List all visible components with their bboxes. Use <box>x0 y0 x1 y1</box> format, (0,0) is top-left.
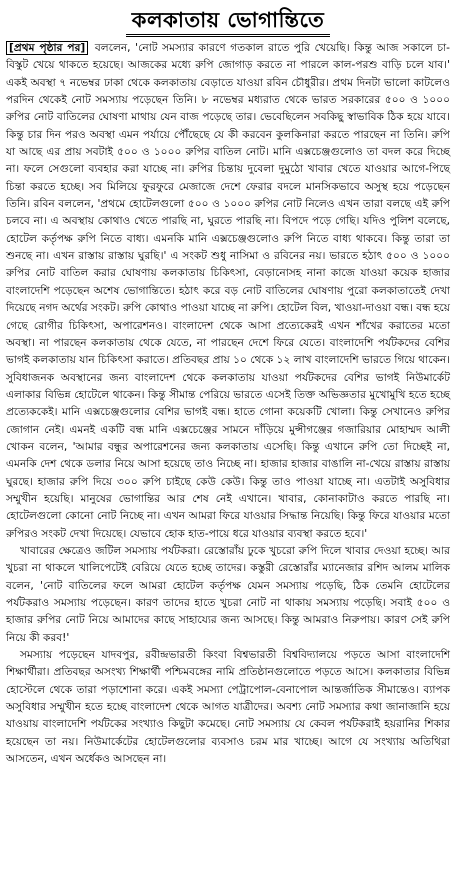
article-paragraph-3: সমস্যায় পড়েছেন যাদবপুর, রবীন্দ্রভারতী কিংবা বিশ্বভারতী বিশ্ববিদ্যালয়ে পড়তে আসা বাংলাদেশি শিক্ষার্থীরা। প্রতিবছর অসংখ্য শিক্ষার্থী পশ্চিমবঙ্গের নামি প্রতিষ্ঠানগুলোতে পড়তে আসে। কলকাতার বিভিন্ন হোস্টেলে থেকে তারা পড়াশোনা করে। একই সমস্যা পেট্রাপোল-বেনাপোল আন্তর্জাতিক সীমান্তেও। ব্যাপক অসুবিধার সম্মুখীন হতে হচ্ছে বাংলাদেশ থেকে আগত যাত্রীদের। অবশ্য নোট সমস্যার কথা জানাজানি হয়ে যাওয়ায় বাংলাদেশি পর্যটকের সংখ্যাও কিছুটা কমেছে। নোট সমস্যায় যে কেবল পর্যটকরাই হয়রানির শিকার হয়েছেন তা নয়। নিউমার্কেটের হোটেলগুলোর ব্যবসাও চরম মার খাচ্ছে। আগে যে সংখ্যায় অতিথিরা আসতেন, এখন অর্ধেকও আসছেন না। <box>6 649 450 766</box>
article-paragraph-2: খাবারের ক্ষেত্রেও জটিল সমস্যায় পর্যটকরা। রেস্তোরাঁয় ঢুকে খুচরো রুপি দিলে খাবার দেওয়া হচ্ছে। আর খুচরা না থাকলে খালিপেটেই বেরিয়ে যেতে হচ্ছে তাদের। কস্তুরী রেস্তোরাঁর ম্যানেজার রশিদ আলম মালিক বলেন, 'নোট বাতিলের ফলে আমরা হোটেল কর্তৃপক্ষ যেমন সমস্যায় পড়েছি, ঠিক তেমনি হোটেলের পর্যটকরাও সমস্যায় পড়েছেন। কারণ তাদের হাতে খুচরা নোট না থাকায় সমস্যায় পড়েছি। সবাই ৫০০ ও হাজার রুপির নোট নিয়ে আমাদের কাছে সাহায্যের জন্য আসছে। কিন্তু আমরাও নিরুপায়। কারণ সেই রুপি নিয়ে কী করব!' <box>6 544 450 644</box>
article-paragraph-1 <box>6 40 450 543</box>
continued-from-label: [প্রথম পৃষ্ঠার পর] <box>6 41 88 55</box>
headline: কলকাতায় ভোগান্তিতে <box>126 6 330 37</box>
paragraph-text-1: বললেন, 'নোট সমস্যার কারণে গতকাল রাতে পুরি খেয়েছি। কিন্তু আজ সকালে চা-বিস্কুট খেয়ে থাকতে হয়েছে। আজকের মধ্যে রুপি জোগাড় করতে না পারলে কাল-পরশু বাড়ি চলে যাব।' একই অবস্থা ৭ নভেম্বর ঢাকা থেকে কলকাতায় বেড়াতে যাওয়া রবিন চৌধুরীর। প্রথম দিনটা ভালো কাটলেও পরদিন থেকেই নোট সমস্যায় পড়েছেন তিনি। ৮ নভেম্বর মধ্যরাত থেকে ভারত সরকারের ৫০০ ও ১০০০ রুপির নোট বাতিলের ঘোষণা মাথায় যেন বাজ পড়েছে তার। ভেবেছিলেন সবকিছু স্বাভাবিক ঠিক হয়ে যাবে। কিন্তু চার দিন পরও অবস্থা এমন পর্যায়ে পৌঁছেছে যে কী করবেন কুলকিনারা করতে পারছেন না তিনি। রুপি যা আছে এর প্রায় সবটাই ৫০০ ও ১০০০ রুপির বাতিল নোট। মানি এক্সচেঞ্জগুলোও তা বদল করে দিচ্ছে না। ফলে সেগুলো ব্যবহার করা যাচ্ছে না। রুপির চিন্তায় দুবেলা দুমুঠো খাবার খেতে যাওয়ার আগে-পিছে চিন্তা করতে হচ্ছে। সব মিলিয়ে ফুরফুরে মেজাজে দেশে ফেরার বদলে মানসিকভাবে অসুস্থ হয়ে পড়েছেন তিনি। রবিন বললেন, 'প্রথমে হোটেলগুলো ৫০০ ও ১০০০ রুপির নোট নিলেও এখন তারা বলছে এই রুপি চলবে না। এ অবস্থায় কোথাও খেতে পারছি না, ঘুরতে পারছি না। বিপদে পড়ে গেছি। যদিও পুলিশ বলেছে, হোটেল কর্তৃপক্ষ রুপি নিতে বাধ্য। এমনকি মানি এক্সচেঞ্জগুলোও রুপি নিতে বাধ্য থাকবে। কিন্তু তারা তা শুনছে না। এখন রাস্তায় রাস্তায় ঘুরছি।' এ সংকট শুধু নাসিমা ও রবিনের নয়। ভারতে হঠাৎ ৫০০ ও ১০০০ রুপির নোট বাতিল করার ঘোষণায় কলকাতায় চিকিৎসা, বেড়ানোসহ নানা কাজে যাওয়া কয়েক হাজার বাংলাদেশি পড়েছেন অশেষ ভোগান্তিতে। হঠাৎ করে বড় নোট বাতিলের ঘোষণায় পুরো কলকাতাতেই দেখা দিয়েছে নগদ অর্থের সংকট। রুপি কোথাও পাওয়া যাচ্ছে না রুপি। হোটেল বিল, খাওয়া-দাওয়া বন্ধ। বন্ধ হয়ে গেছে রোগীর চিকিৎসা, অপারেশনও। বাংলাদেশ থেকে আসা প্রত্যেকেরই এখন শাঁখের করাতের মতো অবস্থা। না পারছেন কলকাতায় থেকে যেতে, না পারছেন দেশে ফিরে যেতে। বাংলাদেশি পর্যটকদের বেশির ভাগই কলকাতায় যান চিকিৎসা করাতে। প্রতিবছর প্রায় ১০ থেকে ১২ লাখ বাংলাদেশি ভারতে গিয়ে থাকেন। সুবিধাজনক অবস্থানের জন্য বাংলাদেশ থেকে কলকাতায় যাওয়া পর্যটকদের বেশির ভাগই নিউমার্কেট এলাকার বিভিন্ন হোটেলে থাকেন। কিন্তু সীমান্ত পেরিয়ে ভারতে এসেই তিক্ত অভিজ্ঞতার মুখোমুখি হতে হচ্ছে প্রত্যেককেই। মানি এক্সচেঞ্জগুলোর বেশির ভাগই বন্ধ। হাতে গোনা কয়েকটি খোলা। কিন্তু সেখানেও রুপির জোগান নেই। এমনই একটি বন্ধ মানি এক্সচেঞ্জের সামনে দাঁড়িয়ে মুন্সীগঞ্জের গজারিয়ার মোহাম্মদ আলী খোকন বলেন, 'আমার বন্ধুর অপারেশনের জন্য কলকাতায় এসেছি। কিন্তু এখানে রুপি তো দিচ্ছেই না, এমনকি দেশ থেকে ডলার নিয়ে আসা হয়েছে তাও নিচ্ছে না। হাজার হাজার বাঙালি না-খেয়ে রাস্তায় রাস্তায় ঘুরছে। হাজার রুপি দিয়ে ৩০০ রুপি চাইছে কেউ কেউ। কিন্তু তাও পাওয়া যাচ্ছে না। এতটাই অসুবিধার সম্মুখীন হয়েছি। মানুষের ভোগান্তির আর শেষ নেই এখানে। খাবার, কোনাকাটাও করতে পারছি না। হোটেলগুলো কোনো নোট নিচ্ছে না। এখন আমরা ফিরে যাওয়ার সিদ্ধান্ত নিয়েছি। কিন্তু ফিরে যাওয়ার মতো রুপিরও সংকট দেখা দিয়েছে। যেভাবে হোক হাত-পায়ে ধরে যাওয়ার ব্যবস্থা করতে হবে।' <box>6 42 450 540</box>
article-body <box>6 40 450 768</box>
headline-container <box>6 6 450 36</box>
